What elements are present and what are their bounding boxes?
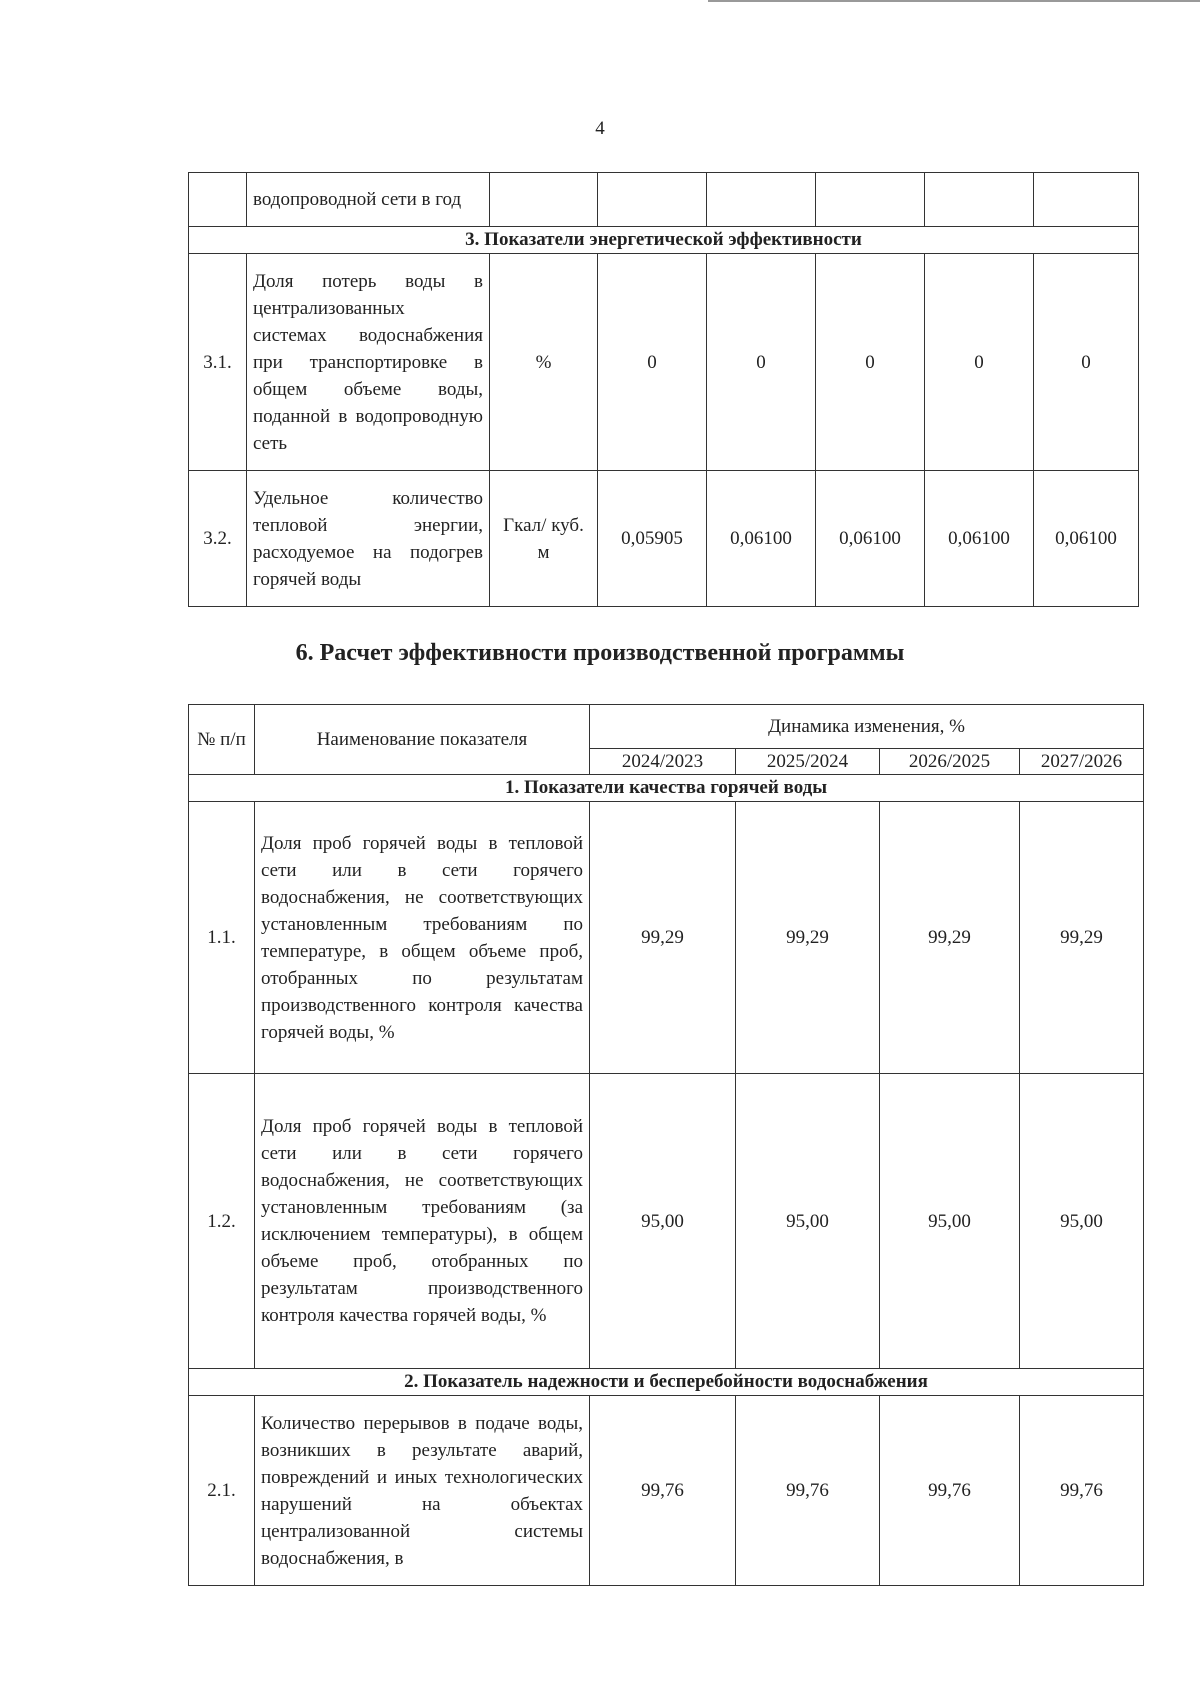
table-row [189,1396,1144,1586]
indicator-name: Количество перерывов в подаче воды, возникших в результате аварий, повреждений и иных технологических нарушений на объектах централизованной системы водоснабжения, в [255,1396,590,1586]
continued-text: водопроводной сети в год [247,173,490,227]
value-cell: 99,76 [880,1396,1020,1586]
value-cell: 95,00 [880,1074,1020,1369]
section-header-row [189,227,1139,254]
section-1-title: 1. Показатели качества горячей воды [189,775,1144,802]
section-header-row [189,775,1144,802]
header-year: 2024/2023 [590,749,736,775]
value-cell: 0 [1034,254,1139,471]
section-2-title: 2. Показатель надежности и бесперебойности водоснабжения [189,1369,1144,1396]
indicators-table [188,172,1139,607]
indicator-name: Доля проб горячей воды в тепловой сети или в сети горячего водоснабжения, не соответствующих установленным требованиям по температуре, в общем объеме проб, отобранных по результатам производственного контроля качества горячей воды, % [255,802,590,1074]
table-row [189,802,1144,1074]
row-number: 1.2. [189,1074,255,1369]
value-cell: 0,06100 [816,471,925,607]
unit: Гкал/ куб. м [490,471,598,607]
section-3-title: 3. Показатели энергетической эффективности [189,227,1139,254]
value-cell: 0 [598,254,707,471]
header-num: № п/п [189,705,255,775]
table-row [189,1074,1144,1369]
header-year: 2027/2026 [1020,749,1144,775]
value-cell: 99,76 [1020,1396,1144,1586]
value-cell: 99,29 [736,802,880,1074]
table-row [189,471,1139,607]
page-number: 4 [595,118,605,139]
value-cell: 0,06100 [707,471,816,607]
indicator-name: Доля потерь воды в централизованных системах водоснабжения при транспортировке в общем объеме воды, поданной в водопроводную сеть [247,254,490,471]
row-number: 3.2. [189,471,247,607]
indicator-name: Удельное количество тепловой энергии, расходуемое на подогрев горячей воды [247,471,490,607]
value-cell: 99,29 [1020,802,1144,1074]
value-cell: 99,76 [736,1396,880,1586]
table-row [189,173,1139,227]
header-year: 2025/2024 [736,749,880,775]
value-cell: 95,00 [736,1074,880,1369]
scan-edge-line [708,0,1200,2]
header-name: Наименование показателя [255,705,590,775]
value-cell: 0,06100 [925,471,1034,607]
value-cell: 0 [707,254,816,471]
row-number: 1.1. [189,802,255,1074]
value-cell: 99,29 [880,802,1020,1074]
value-cell: 95,00 [1020,1074,1144,1369]
header-year: 2026/2025 [880,749,1020,775]
value-cell: 0,06100 [1034,471,1139,607]
efficiency-table [188,704,1144,1586]
indicator-name: Доля проб горячей воды в тепловой сети или в сети горячего водоснабжения, не соответствующих установленным требованиям (за исключением температуры), в общем объеме проб, отобранных по результатам производственного контроля качества горячей воды, % [255,1074,590,1369]
table-row [189,254,1139,471]
value-cell: 99,29 [590,802,736,1074]
row-number: 2.1. [189,1396,255,1586]
value-cell: 0 [816,254,925,471]
value-cell: 0 [925,254,1034,471]
row-number: 3.1. [189,254,247,471]
value-cell: 99,76 [590,1396,736,1586]
section-title: 6. Расчет эффективности производственной программы [295,640,905,666]
value-cell: 95,00 [590,1074,736,1369]
section-header-row [189,1369,1144,1396]
header-dynamics: Динамика изменения, % [590,705,1144,749]
unit: % [490,254,598,471]
value-cell: 0,05905 [598,471,707,607]
header-row [189,705,1144,749]
